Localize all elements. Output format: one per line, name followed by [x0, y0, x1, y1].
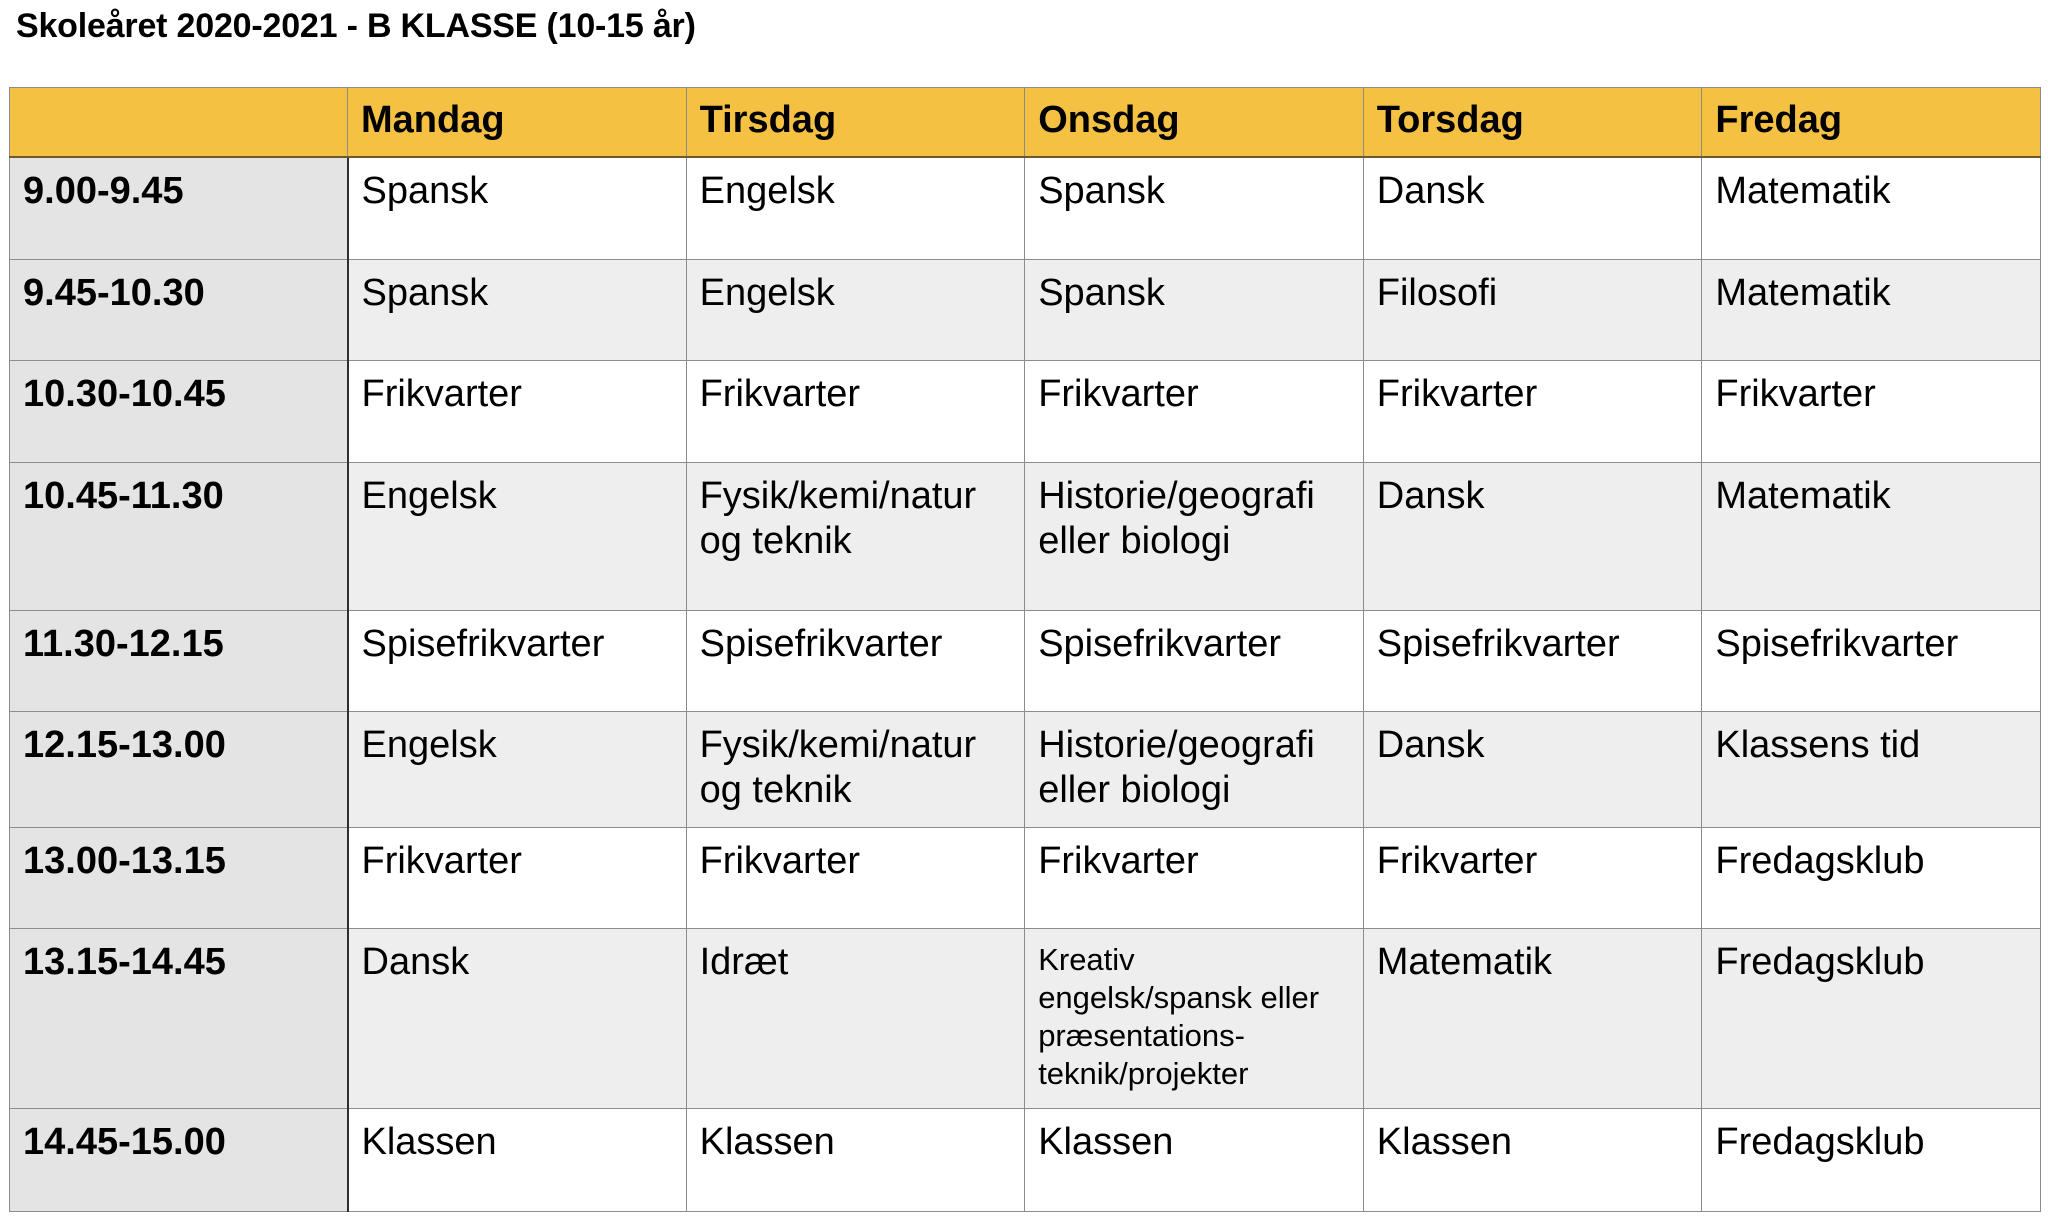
- schedule-cell: Spansk: [1025, 259, 1364, 360]
- header-day-mandag: Mandag: [348, 88, 687, 158]
- schedule-cell: Fredagsklub: [1702, 928, 2041, 1108]
- table-row: [10, 259, 2041, 360]
- table-row: [10, 462, 2041, 610]
- header-day-torsdag: Torsdag: [1363, 88, 1702, 158]
- time-slot: 10.45-11.30: [10, 462, 348, 610]
- schedule-cell: Frikvarter: [1363, 360, 1702, 462]
- header-day-fredag: Fredag: [1702, 88, 2041, 158]
- schedule-cell: Spansk: [348, 259, 687, 360]
- schedule-cell: Engelsk: [686, 157, 1025, 259]
- time-slot: 13.00-13.15: [10, 827, 348, 928]
- schedule-cell: Frikvarter: [686, 360, 1025, 462]
- schedule-cell: Dansk: [348, 928, 687, 1108]
- schedule-cell: Frikvarter: [1363, 827, 1702, 928]
- schedule-cell: Dansk: [1363, 711, 1702, 827]
- schedule-cell: Spisefrikvarter: [1363, 610, 1702, 711]
- schedule-cell: Frikvarter: [686, 827, 1025, 928]
- table-row: [10, 1108, 2041, 1211]
- time-slot: 10.30-10.45: [10, 360, 348, 462]
- schedule-cell: Fredagsklub: [1702, 827, 2041, 928]
- schedule-cell: Spansk: [348, 157, 687, 259]
- schedule-cell: Spisefrikvarter: [1025, 610, 1364, 711]
- schedule-cell: Engelsk: [348, 462, 687, 610]
- schedule-cell: Spisefrikvarter: [686, 610, 1025, 711]
- schedule-cell: Spisefrikvarter: [348, 610, 687, 711]
- time-slot: 9.45-10.30: [10, 259, 348, 360]
- header-row: [10, 88, 2041, 158]
- header-corner: [10, 88, 348, 158]
- schedule-cell: Matematik: [1363, 928, 1702, 1108]
- time-slot: 13.15-14.45: [10, 928, 348, 1108]
- schedule-cell: Kreativ engelsk/spansk eller præsentations-teknik/projekter: [1025, 928, 1364, 1108]
- schedule-cell: Dansk: [1363, 462, 1702, 610]
- schedule-cell: Matematik: [1702, 259, 2041, 360]
- schedule-cell: Fysik/kemi/natur og teknik: [686, 462, 1025, 610]
- schedule-cell: Historie/geografi eller biologi: [1025, 711, 1364, 827]
- schedule-cell: Frikvarter: [1025, 827, 1364, 928]
- schedule-cell: Klassen: [348, 1108, 687, 1211]
- schedule-cell: Klassen: [1363, 1108, 1702, 1211]
- schedule-table: [9, 87, 2041, 1212]
- table-row: [10, 360, 2041, 462]
- header-day-tirsdag: Tirsdag: [686, 88, 1025, 158]
- schedule-cell: Idræt: [686, 928, 1025, 1108]
- schedule-cell: Spansk: [1025, 157, 1364, 259]
- schedule-cell: Matematik: [1702, 462, 2041, 610]
- table-row: [10, 711, 2041, 827]
- schedule-cell: Frikvarter: [1702, 360, 2041, 462]
- table-row: [10, 928, 2041, 1108]
- time-slot: 12.15-13.00: [10, 711, 348, 827]
- schedule-cell: Klassens tid: [1702, 711, 2041, 827]
- schedule-cell: Frikvarter: [348, 360, 687, 462]
- schedule-cell: Engelsk: [686, 259, 1025, 360]
- schedule-cell: Fysik/kemi/natur og teknik: [686, 711, 1025, 827]
- schedule-cell: Matematik: [1702, 157, 2041, 259]
- schedule-cell: Spisefrikvarter: [1702, 610, 2041, 711]
- schedule-cell: Dansk: [1363, 157, 1702, 259]
- schedule-cell: Klassen: [686, 1108, 1025, 1211]
- schedule-cell: Frikvarter: [1025, 360, 1364, 462]
- schedule-cell: Klassen: [1025, 1108, 1364, 1211]
- time-slot: 14.45-15.00: [10, 1108, 348, 1211]
- table-row: [10, 827, 2041, 928]
- schedule-cell: Engelsk: [348, 711, 687, 827]
- header-day-onsdag: Onsdag: [1025, 88, 1364, 158]
- schedule-cell: Frikvarter: [348, 827, 687, 928]
- schedule-cell: Fredagsklub: [1702, 1108, 2041, 1211]
- table-row: [10, 157, 2041, 259]
- table-row: [10, 610, 2041, 711]
- schedule-cell: Filosofi: [1363, 259, 1702, 360]
- page-title: Skoleåret 2020-2021 - B KLASSE (10-15 år): [16, 7, 696, 45]
- time-slot: 11.30-12.15: [10, 610, 348, 711]
- time-slot: 9.00-9.45: [10, 157, 348, 259]
- schedule-cell: Historie/geografi eller biologi: [1025, 462, 1364, 610]
